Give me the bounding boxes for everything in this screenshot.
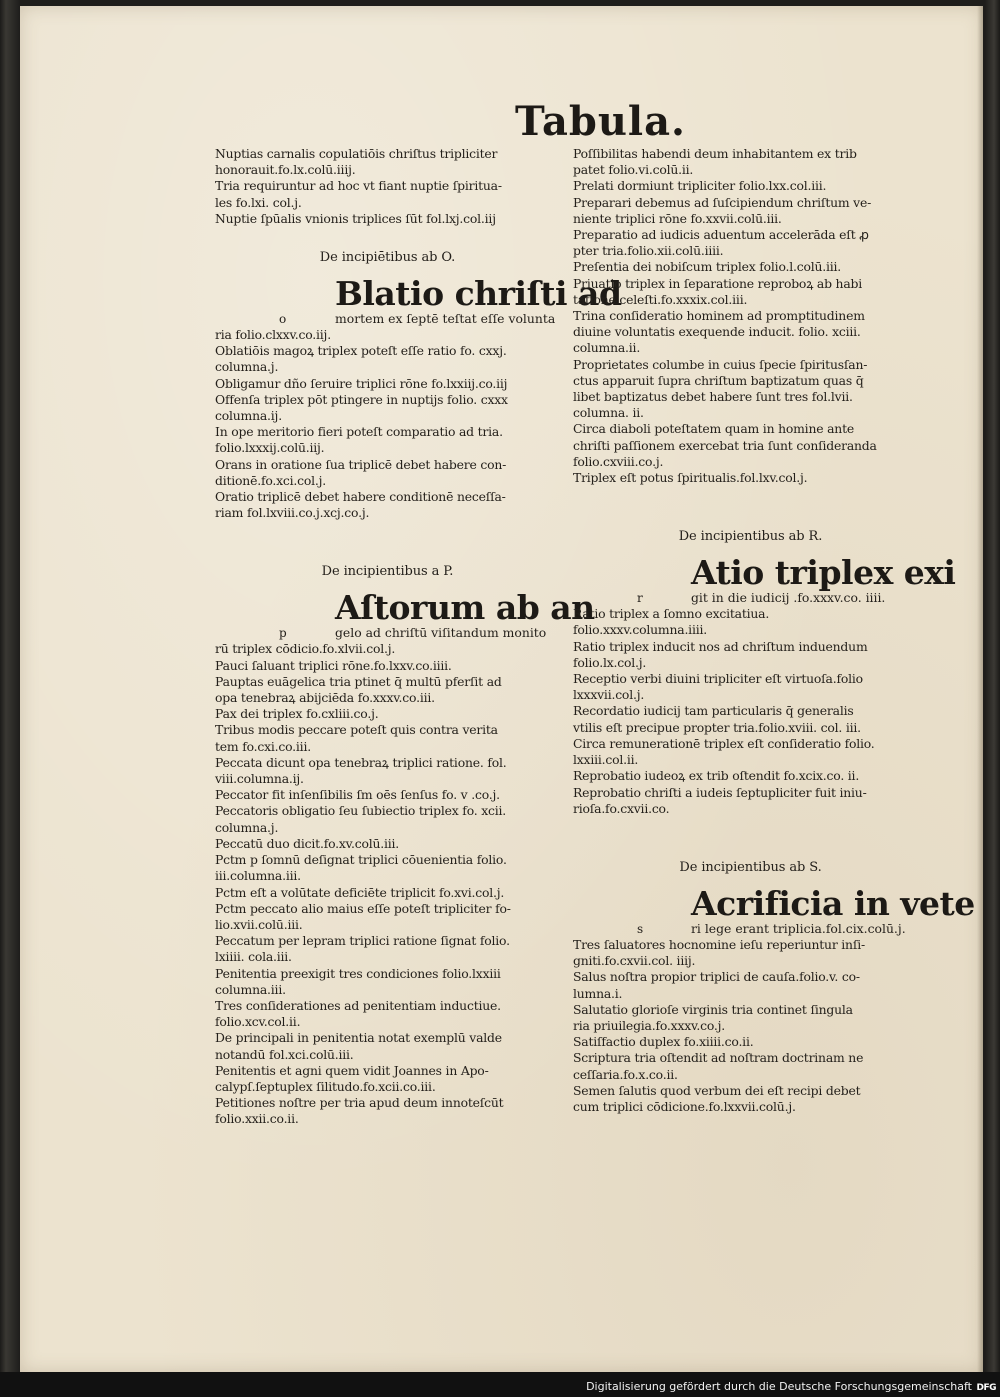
index-entry-line: columna.ij.: [215, 408, 282, 424]
index-entry-line: riam fol.lxviii.co.j.xcj.co.j.: [215, 505, 370, 521]
index-entry-line: folio.xxxv.columna.iiii.: [573, 622, 707, 638]
first-line-text-p: gelo ad chriſtū viſitandum monito: [335, 625, 547, 641]
small-letter-o: o: [279, 312, 287, 327]
index-entry-line: ria priuilegia.fo.xxxv.co.j.: [573, 1017, 725, 1033]
index-entry-line: Pauptas euāgelica tria ptinet q̄ multū pferſit ad: [215, 673, 502, 689]
index-entry-line: Offenſa triplex pōt ptingere in nuptijs folio. cxxx: [215, 391, 508, 407]
index-entry-line: diuine voluntatis exequende inducit. folio. xciii.: [573, 324, 861, 340]
index-entry-line: columna.j.: [215, 359, 279, 375]
index-entry-line: Peccatum per lepram triplici ratione ſignat folio.: [215, 933, 510, 949]
section-o-first-line: [215, 311, 560, 327]
big-initial-word-r: Atio triplex exi: [691, 553, 956, 593]
section-p-entries: [215, 641, 560, 1127]
index-entry-line: opa tenebraꝝ abijciēda fo.xxxv.co.iii.: [215, 690, 435, 706]
index-entry-line: vtilis eſt precipue propter tria.folio.xviii. col. iii.: [573, 719, 861, 735]
index-entry-line: Trina conſideratio hominem ad promptitudinem: [573, 308, 865, 324]
small-letter-p: p: [279, 626, 287, 641]
index-entry-line: Triplex eſt potus ſpiritualis.fol.lxv.col.j.: [573, 470, 808, 486]
index-entry-line: Preparatio ad iudicis aduentum accelerāda eſt ꝓ: [573, 227, 869, 243]
index-entry-line: columna.iii.: [215, 981, 286, 997]
index-entry-line: Salus noſtra propior triplici de cauſa.folio.v. co-: [573, 969, 860, 985]
index-entry-line: les fo.lxi. col.j.: [215, 194, 302, 210]
index-entry-line: Peccatū duo dicit.fo.xv.colū.iii.: [215, 835, 400, 851]
index-entry-line: ceſſaria.fo.x.co.ii.: [573, 1066, 678, 1082]
index-entry-line: Obligamur dño ſeruire triplici rōne fo.lxxiij.co.iij: [215, 375, 508, 391]
index-entry-line: Pauci ſaluant triplici rōne.fo.lxxv.co.iiii.: [215, 657, 452, 673]
index-entry-line: Circa diaboli poteſtatem quam in homine ante: [573, 421, 854, 437]
index-entry-line: folio.lxxxij.colū.iij.: [215, 440, 325, 456]
index-entry-line: folio.xxii.co.ii.: [215, 1111, 299, 1127]
section-o-initial: [215, 274, 622, 314]
index-entry-line: niente triplici rōne fo.xxvii.colū.iii.: [573, 210, 782, 226]
index-entry-line: lxxxvii.col.j.: [573, 687, 645, 703]
index-entry-line: De principali in penitentia notat exemplū valde: [215, 1030, 502, 1046]
index-entry-line: Petitiones noſtre per tria apud deum innoteſcūt: [215, 1095, 504, 1111]
index-entry-line: Tres ſaluatores hocnomine ieſu reperiuntur inſi-: [573, 936, 865, 952]
index-entry-line: viii.columna.ij.: [215, 771, 304, 787]
index-entry-line: Pctm peccato alio maius eſſe poteſt tripliciter fo-: [215, 900, 511, 916]
section-p-initial: [215, 588, 595, 628]
index-entry-line: iii.columna.iii.: [215, 868, 301, 884]
index-entry-line: Nuptias carnalis copulatiōis chriſtus tripliciter: [215, 146, 498, 161]
index-entry-line: Ratio triplex a ſomno excitatiua.: [573, 606, 770, 622]
index-entry-line: Pctm p ſomnū deſignat triplici cōuenientia folio.: [215, 852, 507, 868]
section-heading-o: De incipiētibus ab O.: [319, 250, 456, 266]
index-entry-line: Nuptie ſpūalis vnionis triplices ſūt fol.lxj.col.iij: [215, 210, 496, 226]
index-entry-line: Peccator fit inſenſibilis ſm oēs ſenſus fo. v .co.j.: [215, 787, 500, 803]
index-entry-line: notandū fol.xci.colū.iii.: [215, 1046, 354, 1062]
index-entry-line: Tribus modis peccare poteſt quis contra verita: [215, 722, 498, 738]
index-entry-line: rioſa.fo.cxvii.co.: [573, 800, 670, 816]
index-entry-line: chriſti paſſionem exercebat tria ſunt conſideranda: [573, 437, 877, 453]
big-initial-word-s: Acrificia in vete: [691, 883, 975, 923]
index-entry-line: lxiiii. cola.iii.: [215, 949, 292, 965]
index-entry-line: rū triplex cōdicio.fo.xlvii.col.j.: [215, 641, 396, 657]
index-entry-line: Circa remunerationē triplex eſt conſideratio folio.: [573, 735, 875, 751]
first-line-text-s: ri lege erant triplicia.fol.cix.colū.j.: [691, 920, 906, 936]
index-entry-line: columna.j.: [215, 819, 279, 835]
index-entry-line: libet baptizatus debet habere ſunt tres fol.lvii.: [573, 389, 853, 405]
index-entry-line: Priuatio triplex in ſeparatione reproboꝝ ab habi: [573, 275, 863, 291]
page-header-title: Tabula.: [515, 98, 686, 145]
section-heading-s: De incipientibus ab S.: [679, 859, 822, 875]
index-entry-line: tem fo.cxi.co.iii.: [215, 738, 311, 754]
index-entry-line: Semen ſalutis quod verbum dei eſt recipi debet: [573, 1082, 861, 1098]
right-column: [573, 146, 975, 1115]
section-s-initial: [573, 883, 975, 923]
index-entry-line: calypſ.ſeptuplex ſilitudo.fo.xcii.co.iii.: [215, 1078, 436, 1094]
index-entry-line: Pctm eſt a volūtate deficiēte triplicit fo.xvi.col.j.: [215, 884, 505, 900]
index-entry-line: Preparari debemus ad ſuſcipiendum chriſtum ve-: [573, 194, 872, 210]
section-s-first-line: [573, 921, 928, 937]
dfg-logo: DFG: [976, 1383, 996, 1393]
index-entry-line: Satiſfactio duplex fo.xiiii.co.ii.: [573, 1034, 754, 1050]
index-entry-line: Poſſibilitas habendi deum inhabitantem ex trib: [573, 146, 857, 161]
index-entry-line: Reprobatio iudeoꝝ ex trib oſtendit fo.xcix.co. ii.: [573, 768, 860, 784]
index-entry-line: patet folio.vi.colū.ii.: [573, 162, 694, 178]
index-entry-line: pter tria.folio.xii.colū.iiii.: [573, 243, 724, 259]
index-entry-line: folio.cxviii.co.j.: [573, 453, 664, 469]
section-s-entries: [573, 937, 928, 1115]
first-line-text-o: mortem ex ſeptē teſtat eſſe volunta: [335, 311, 556, 327]
index-entry-line: Pax dei triplex fo.cxliii.co.j.: [215, 706, 379, 722]
index-entry-line: Recordatio iudicij tam particularis q̄ generalis: [573, 703, 854, 719]
index-entry-line: Ratio triplex inducit nos ad chriſtum induendum: [573, 638, 868, 654]
index-entry-line: In ope meritorio fieri poteſt comparatio ad tria.: [215, 424, 503, 440]
book-page: [20, 6, 983, 1372]
index-entry-line: Oratio triplicē debet habere conditionē neceſſa-: [215, 489, 506, 505]
index-entry-line: gniti.fo.cxvii.col. iiij.: [573, 953, 696, 969]
small-letter-r: r: [637, 591, 643, 606]
funding-notice: Digitalisierung gefördert durch die Deutsche Forschungsgemeinschaft: [586, 1380, 972, 1393]
right-top-entries: [573, 146, 928, 486]
index-entry-line: Salutatio glorioſe virginis tria continet ſingula: [573, 1001, 853, 1017]
index-entry-line: columna.ii.: [573, 340, 641, 356]
page-edge: [977, 6, 983, 1372]
section-p-first-line: [215, 625, 560, 641]
index-entry-line: cum triplici cōdicione.fo.lxxvii.colū.j.: [573, 1098, 796, 1114]
index-entry-line: Orans in oratione ſua triplicē debet habere con-: [215, 456, 507, 472]
index-entry-line: ctus apparuit ſupra chriſtum baptizatum quas q̄: [573, 372, 864, 388]
index-entry-line: lumna.i.: [573, 985, 623, 1001]
first-line-text-r: git in die iudicij .fo.xxxv.co. iiii.: [691, 590, 886, 606]
index-entry-line: lio.xvii.colū.iii.: [215, 916, 303, 932]
footer-bar: [0, 1372, 1000, 1397]
section-heading-r: De incipientibus ab R.: [678, 529, 823, 545]
index-entry-line: lxxiii.col.ii.: [573, 752, 639, 768]
index-entry-line: Receptio verbi diuini tripliciter eſt virtuoſa.folio: [573, 671, 863, 687]
index-entry-line: folio.xcv.col.ii.: [215, 1014, 301, 1030]
index-entry-line: honorauit.fo.lx.colū.iiij.: [215, 162, 356, 178]
big-initial-word-o: Blatio chriſti ad: [335, 274, 622, 314]
left-top-entries: [215, 146, 560, 227]
index-entry-line: ditionē.fo.xci.col.j.: [215, 472, 327, 488]
section-r-entries: [573, 606, 928, 817]
index-entry-line: ria folio.clxxv.co.iij.: [215, 327, 331, 343]
section-heading-p: De incipientibus a P.: [321, 564, 454, 580]
index-entry-line: Peccata dicunt opa tenebraꝝ triplici ratione. fol.: [215, 754, 507, 770]
section-r-initial: [573, 553, 956, 593]
index-entry-line: Peccatoris obligatio ſeu ſubiectio triplex fo. xcii.: [215, 803, 507, 819]
big-initial-word-p: Aſtorum ab an: [335, 588, 595, 628]
section-r-first-line: [573, 590, 928, 606]
index-entry-line: Proprietates columbe in cuius ſpecie ſpiritusſan-: [573, 356, 868, 372]
index-entry-line: Penitentis et agni quem vidit Joannes in Apo-: [215, 1062, 489, 1078]
index-entry-line: Scriptura tria oſtendit ad noſtram doctrinam ne: [573, 1050, 864, 1066]
index-entry-line: Tria requiruntur ad hoc vt fiant nuptie ſpiritua-: [215, 178, 502, 194]
index-entry-line: Oblatiōis magoꝝ triplex poteſt eſſe ratio fo. cxxj.: [215, 343, 507, 359]
index-entry-line: Prelati dormiunt tripliciter folio.lxx.col.iii.: [573, 178, 827, 194]
section-o-entries: [215, 327, 560, 521]
index-entry-line: Reprobatio chriſti a iudeis ſeptupliciter fuit iniu-: [573, 784, 867, 800]
index-entry-line: Tres conſiderationes ad penitentiam inductiue.: [215, 997, 501, 1013]
small-letter-s: s: [637, 921, 644, 936]
index-entry-line: folio.lx.col.j.: [573, 654, 647, 670]
index-entry-line: Penitentia preexigit tres condiciones folio.lxxiii: [215, 965, 501, 981]
index-entry-line: Preſentia dei nobiſcum triplex folio.l.colū.iii.: [573, 259, 842, 275]
index-entry-line: columna. ii.: [573, 405, 644, 421]
index-entry-line: tatione celeſti.fo.xxxix.col.iii.: [573, 291, 748, 307]
